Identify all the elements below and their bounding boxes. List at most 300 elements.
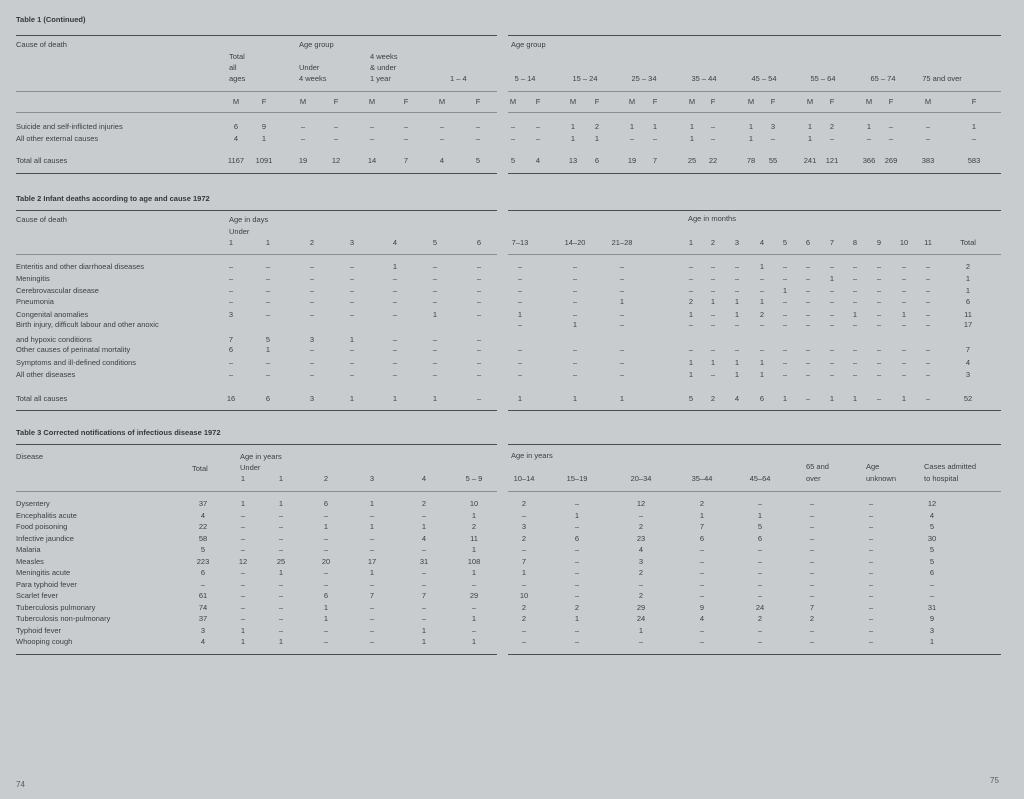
table3-cell: – [240,579,246,589]
table2-cell: – [265,286,271,295]
table3-bottom-rule-right [508,654,1001,655]
table1-cell: 13 [568,156,578,165]
table2-top-rule-right [508,210,1001,211]
table2-cell: 2 [759,310,765,319]
table1-under4w-2: 4 weeks [299,74,327,83]
table2-cell: – [901,320,907,329]
table2-cell: – [572,370,578,379]
table3-cell: 1 [240,499,246,508]
table3-cell: – [868,545,874,554]
table1-mf-rule-left [16,112,497,113]
table2-cell: – [476,310,482,319]
table3-row-label: Meningitis acute [16,568,71,577]
table1-cell: 19 [298,156,308,165]
table3-cell: – [638,510,644,520]
table2-cell: – [710,286,716,295]
table3-cell: – [574,625,580,635]
table2-cell: – [309,297,315,306]
table3-cell: 1 [929,637,935,646]
table3-cell: – [369,579,375,589]
table2-cell: – [476,358,482,367]
table1-cell: 1 [807,134,813,143]
table1-cell: 1 [689,122,695,131]
table3-cell: 2 [809,614,815,623]
table2-cell: – [517,297,523,306]
table1-agegroup-col: 35 – 44 [691,74,717,83]
table3-cell: – [699,579,705,589]
table2-cell: – [759,286,765,295]
table3-cell: – [323,545,329,554]
table3-cell: – [929,579,935,589]
table3-top-rule-right [508,444,1001,445]
table1-cell: 4 [233,134,239,143]
table2-cell: 1 [901,394,907,403]
table3-cell: – [240,510,246,520]
table3-cell: 31 [419,556,429,566]
table2-bottom-rule-right [508,410,1001,411]
table2-cell: – [852,262,858,271]
table3-header-rule-left [16,491,497,492]
table1-cell: 7 [403,156,409,165]
table1-sex-header: M [299,97,307,106]
table3-cell: 1 [369,522,375,531]
table3-cell: – [278,625,284,635]
table3-cell: 7 [809,602,815,612]
table2-cell: – [782,345,788,354]
table2-cell: – [876,274,882,283]
table1-cell: 5 [510,156,516,165]
table1-cell: – [770,134,776,143]
table1-4w1y-1: 4 weeks [370,52,398,61]
table3-cell: 1 [421,625,427,635]
table2-cell: 2 [688,297,694,306]
table1-sex-header: M [368,97,376,106]
table1-cell: – [300,134,306,143]
table2-cell: – [805,274,811,283]
table2-months-header: Age in months [688,214,736,223]
table1-sex-header: M [688,97,696,106]
table2-cell: – [517,345,523,354]
table3-cell: 5 [200,545,206,554]
table2-row-label: Enteritis and other diarrhoeal diseases [16,262,144,271]
table3-cell: 1 [240,625,246,635]
table2-cell: 1 [265,345,271,354]
table2-cell: – [309,274,315,283]
table2-cell: – [349,297,355,306]
table2-month-col: 4 [759,238,765,247]
table3-cell: – [868,591,874,600]
table1-agegroup-col: 75 and over [922,74,962,83]
table3-cell: – [868,637,874,646]
table2-cell: 1 [852,394,858,403]
table2-cell: – [228,370,234,379]
table2-cell: – [829,286,835,295]
table3-total-header: Total [192,464,208,473]
table1-cell: 583 [967,156,981,165]
table3-cell: 1 [574,510,580,520]
table2-cell: – [734,262,740,271]
table2-cell: 1 [392,394,398,403]
table2-cell: 1 [734,370,740,379]
table2-cell: – [392,345,398,354]
table1-cell: – [510,122,516,131]
table3-age-col: 5 – 9 [465,474,483,483]
table1-cell: – [710,122,716,131]
table2-cell: 7 [965,345,971,354]
table2-cell: – [517,274,523,283]
table2-total-col: Total [960,238,976,247]
table3-cell: 7 [521,556,527,566]
table3-cell: – [699,556,705,566]
table3-cell: – [574,637,580,646]
table2-cell: 3 [965,370,971,379]
table3-cell: 2 [699,499,705,508]
table2-cell: – [432,297,438,306]
table2-cell: – [432,286,438,295]
table2-cell: – [619,358,625,367]
table3-cell: – [471,602,477,612]
table2-cell: – [265,310,271,319]
table3-cell: 1 [638,625,644,635]
table3-cell: – [757,579,763,589]
table2-cell: – [901,286,907,295]
table2-title: Table 2 Infant deaths according to age and cause 1972 [16,194,210,203]
table1-agegroup-col: 5 – 14 [514,74,536,83]
table3-cell: 58 [198,533,208,543]
table3-cell: 3 [200,625,206,635]
table3-cell: 6 [699,533,705,543]
table3-over65-header-1: 65 and [806,462,829,471]
table1-cell: 7 [652,156,658,165]
table2-cell: – [476,370,482,379]
table1-sex-header: F [403,97,409,106]
table1-sex-header: M [865,97,873,106]
table3-cell: 1 [471,510,477,520]
table1-cell: 269 [884,156,898,165]
table2-cell: 1 [572,394,578,403]
table3-cell: – [868,510,874,520]
table2-cell: – [805,262,811,271]
table2-row-label: Symptoms and ill-defined conditions [16,358,137,367]
table1-total-header-2: all [229,63,237,72]
table2-cell: – [901,262,907,271]
table1-cell: 22 [708,156,718,165]
table1-cell: 1 [570,134,576,143]
table3-cell: – [521,637,527,646]
table3-cell: 3 [638,556,644,566]
table1-sex-header: F [829,97,835,106]
table3-cell: 2 [421,499,427,508]
table3-cell: – [574,545,580,554]
table2-cell: – [710,370,716,379]
table3-cell: – [574,568,580,577]
table3-cell: – [421,579,427,589]
table3-cell: – [809,591,815,600]
table1-cell: – [710,134,716,143]
table2-cell: – [572,358,578,367]
table1-under4w-1: Under [299,63,320,72]
table3-row-label: Measles [16,556,44,566]
table1-sex-header: M [747,97,755,106]
table2-cell: – [572,297,578,306]
table3-row-label: Malaria [16,545,41,554]
table1-cell: – [333,122,339,131]
table3-cell: 10 [469,499,479,508]
table3-cell: – [278,545,284,554]
table2-cell: 6 [228,345,234,354]
table2-cell: – [925,358,931,367]
table2-cell: – [852,370,858,379]
table3-cell: 4 [421,533,427,543]
table3-years-header-left: Age in years [240,452,282,461]
table2-cell: – [517,262,523,271]
table1-cell: – [535,122,541,131]
table2-week-col: 14–20 [564,238,586,247]
table2-cell: – [782,297,788,306]
table3-cell: – [278,591,284,600]
table2-cell: – [805,286,811,295]
table2-cell: – [901,345,907,354]
table2-cell: – [759,274,765,283]
table3-cell: 2 [521,533,527,543]
table3-cell: – [421,614,427,623]
table2-cell: – [432,262,438,271]
table2-cell: – [572,274,578,283]
table3-cell: 1 [369,568,375,577]
table2-cell: – [876,297,882,306]
table1-sex-header: F [652,97,658,106]
table3-row-label: Food poisoning [16,522,68,531]
table3-cell: 12 [238,556,248,566]
table2-cell: – [782,320,788,329]
table2-cell: – [876,345,882,354]
page-number-left: 74 [16,780,25,789]
table3-cell: – [757,568,763,577]
table3-cell: – [757,591,763,600]
table2-month-col: 3 [734,238,740,247]
table2-cell: – [805,358,811,367]
table3-cell: 1 [369,499,375,508]
table2-cell: – [782,358,788,367]
table2-cell: – [392,274,398,283]
table3-cell: 5 [757,522,763,531]
table2-cell: – [476,262,482,271]
table3-cell: – [809,579,815,589]
table3-age-col: 1 [278,474,284,483]
table3-cell: 25 [276,556,286,566]
table2-cell: 1 [734,358,740,367]
table3-cell: 37 [198,499,208,508]
table2-cell: – [392,358,398,367]
table3-cell: 2 [638,522,644,531]
table2-month-col: 7 [829,238,835,247]
table3-cell: – [471,625,477,635]
table1-cell: 383 [921,156,935,165]
table3-cell: 4 [200,510,206,520]
table3-cell: – [868,556,874,566]
table2-cell: – [517,358,523,367]
table3-cell: 29 [469,591,479,600]
table2-cell: – [432,335,438,344]
table1-agegroup-col: 45 – 54 [751,74,777,83]
table3-cell: – [369,614,375,623]
table3-cell: 29 [636,602,646,612]
table1-bottom-rule-left [16,173,497,174]
table3-cell: – [809,625,815,635]
table1-sex-header: F [261,97,267,106]
table3-title: Table 3 Corrected notifications of infectious disease 1972 [16,428,221,437]
table3-cell: 4 [929,510,935,520]
table1-sex-header: M [806,97,814,106]
table2-day-col: 2 [309,238,315,247]
table2-cell: – [309,262,315,271]
table3-cell: 30 [927,533,937,543]
table2-cell: – [619,345,625,354]
table2-cell: – [517,286,523,295]
table1-cell: 1 [629,122,635,131]
table3-cell: 2 [574,602,580,612]
table1-cell: – [866,134,872,143]
table2-cell: – [476,335,482,344]
table1-sex-header: F [475,97,481,106]
table3-cell: 17 [367,556,377,566]
table3-cell: – [421,568,427,577]
table2-cell: – [852,345,858,354]
table2-day-col: 1 [265,238,271,247]
table3-cell: – [369,510,375,520]
table1-agegroup-col: 65 – 74 [870,74,896,83]
table2-month-col: 1 [688,238,694,247]
table2-cell: – [876,370,882,379]
table3-cell: – [323,510,329,520]
table3-cell: – [421,602,427,612]
table2-cell: 7 [228,335,234,344]
table2-cell: 1 [782,286,788,295]
table3-cell: 1 [323,614,329,623]
table2-cell: – [925,310,931,319]
table3-age-col: 20–34 [630,474,652,483]
table2-cell: – [309,345,315,354]
table2-cell: – [805,370,811,379]
table2-cell: – [432,345,438,354]
table3-cell: – [240,533,246,543]
table3-cell: 1 [323,602,329,612]
table1-cell: 241 [803,156,817,165]
table1-cell: 5 [475,156,481,165]
table2-cell: – [876,394,882,403]
table1-cell: 14 [367,156,377,165]
table3-age-col: 10–14 [513,474,535,483]
table1-cell: 1091 [255,156,273,165]
table2-cell: 2 [965,262,971,271]
table3-unknown-header-1: Age [866,462,880,471]
table2-cell: 17 [963,320,973,329]
table2-week-col: 7–13 [511,238,529,247]
table1-cell: – [510,134,516,143]
table3-cell: – [929,591,935,600]
table3-age-col: 15–19 [566,474,588,483]
table2-cell: – [805,320,811,329]
table2-cell: 1 [829,274,835,283]
table3-cell: – [369,545,375,554]
table1-cell: 55 [768,156,778,165]
table2-cell: – [349,262,355,271]
table2-cell: 2 [710,394,716,403]
table1-sex-header: M [438,97,446,106]
table2-cell: – [517,320,523,329]
table2-cell: – [349,286,355,295]
table3-row-label: Tuberculosis pulmonary [16,602,96,612]
table3-row-label: Scarlet fever [16,591,59,600]
table3-cell: 12 [927,499,937,508]
table1-sex-header: F [333,97,339,106]
table2-cell: – [925,262,931,271]
table3-cell: – [809,533,815,543]
table2-cell: – [925,274,931,283]
table3-cell: – [200,579,206,589]
table3-disease-header: Disease [16,452,44,461]
table3-cell: 1 [757,510,763,520]
table3-age-col: 1 [240,474,246,483]
table3-over65-header-2: over [806,474,821,483]
table2-cell: 1 [759,297,765,306]
table2-row-label: All other diseases [16,370,76,379]
table3-cell: – [521,545,527,554]
page-number-right: 75 [990,776,999,785]
table3-cell: – [574,591,580,600]
table3-age-col: 45–64 [749,474,771,483]
table2-cell: – [710,262,716,271]
table2-cell: – [619,310,625,319]
table2-month-col: 5 [782,238,788,247]
table2-month-col: 11 [924,238,932,247]
table3-row-label: Tuberculosis non-pulmonary [16,614,111,623]
table2-row-label: and hypoxic conditions [16,335,92,344]
table3-age-col: 35–44 [691,474,713,483]
table2-day-col: 1 [228,238,234,247]
table1-sex-header: M [509,97,517,106]
table2-cell: – [392,335,398,344]
table1-cell: 4 [535,156,541,165]
table2-cell: – [432,358,438,367]
table3-cell: 1 [421,522,427,531]
table2-day-col: 6 [476,238,482,247]
table3-cell: – [369,533,375,543]
table2-cell: – [688,320,694,329]
table1-cell: – [888,122,894,131]
table2-header-rule-left [16,254,497,255]
table2-cell: – [852,297,858,306]
table1-total-header-1: Total [229,52,245,61]
table3-cell: 1 [278,568,284,577]
table1-cell: 78 [746,156,756,165]
table3-cell: – [757,625,763,635]
table2-header-rule-right [508,254,1001,255]
table3-cell: – [638,579,644,589]
table2-cell: 1 [782,394,788,403]
table2-cell: – [476,297,482,306]
table1-row-label: Total all causes [16,156,68,165]
table2-cell: – [734,274,740,283]
table2-cell: 1 [759,370,765,379]
table2-month-col: 9 [876,238,882,247]
table2-cell: – [619,370,625,379]
table1-cell: – [475,134,481,143]
table2-cell: – [805,345,811,354]
table3-cell: – [323,533,329,543]
table3-cell: – [757,545,763,554]
table1-cell: – [829,134,835,143]
